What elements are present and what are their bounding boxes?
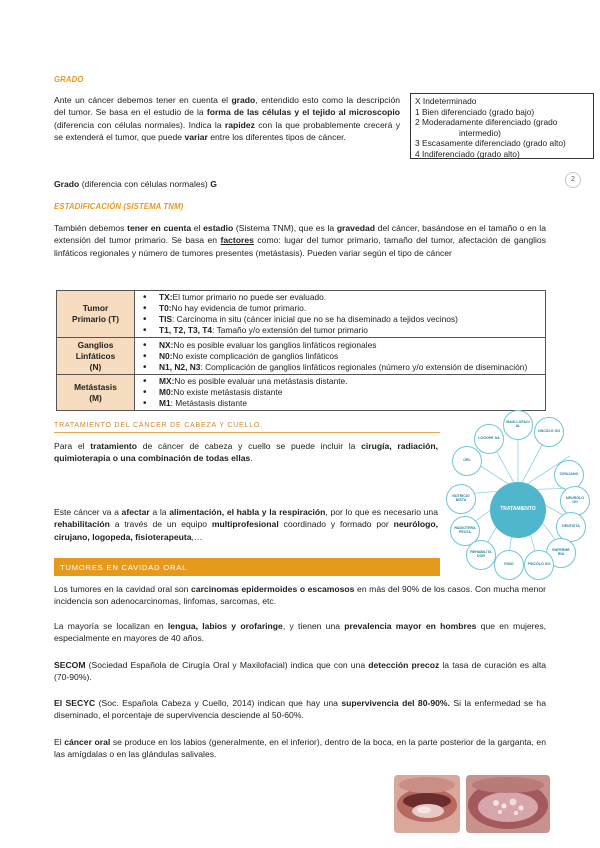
tnm-item-mx: • MX:No es posible evaluar una metástasis distante.: [141, 376, 539, 387]
tnm-row-tumor: [57, 291, 546, 338]
tnm-row-metastasis: [57, 375, 546, 411]
diagram-node-rehabilitador: REHABILITA DOR: [466, 540, 496, 570]
oral-cancer-lip-photo: [394, 775, 460, 833]
estadificacion-paragraph: También debemos tener en cuenta el estadio (Sistema TNM), que es la gravedad del cáncer, basándose en el tamaño o en la extensión del tumor primario. Se basa en factores como: lugar del tumor primario, tamaño del tumor, afectación de ganglios linfáticos regionales y número de tumores presentes (metástasis). Pueden variar según el tipo de cáncer: [54, 223, 546, 258]
oral-paragraph-4: El SECYC (Soc. Española Cabeza y Cuello, 2014) indican que hay una supervivencia del 80-90%. Si la enfermedad se ha diseminado, el porcentaje de supervivencia desciende al 50-60%.: [54, 698, 546, 721]
diagram-node-logopeda: LOGOPE DA: [474, 424, 504, 454]
diagram-node-nutricionista: NUTRICIO NISTA: [446, 484, 476, 514]
oral-cancer-tongue-photo: [466, 775, 550, 833]
oral-paragraph-2: La mayoría se localizan en lengua, labios y orofaringe, y tienen una prevalencia mayor en hombres que en mujeres, especialmente en mayores de 40 años.: [54, 621, 547, 644]
grado-heading: GRADO: [54, 75, 84, 84]
diagram-node-cirujano: CIRUJANO: [554, 460, 584, 490]
oral-paragraph-5: El cáncer oral se produce en los labios (generalmente, en el inferior), dentro de la boca, en la parte posterior de la garganta, en las amígdalas o en las glándulas salivales.: [54, 737, 546, 760]
diagram-node-oncologo: ONCÓLO GO: [534, 417, 564, 447]
tnm-item-n0: • N0:No existe complicación de ganglios linfáticos: [141, 351, 539, 362]
lip-photo-drawing: [394, 775, 460, 833]
tnm-item-m1: • M1: Metástasis distante: [141, 398, 539, 409]
tnm-item-t1-t4: • T1, T2, T3, T4: Tamaño y/o extensión del tumor primario: [141, 325, 539, 336]
page-number-badge: 2: [565, 172, 581, 188]
tnm-item-tis: • TIS: Carcinoma in situ (cáncer inicial que no se ha diseminado a tejidos vecinos): [141, 314, 539, 325]
grado-scale-box: X Indeterminado 1 Bien diferenciado (grado bajo) 2 Moderadamente diferenciado (grado intermedio) 3 Escasamente diferenciado (grado alto) 4 Indiferenciado (grado alto): [410, 93, 594, 159]
tnm-row-ganglios: [57, 337, 546, 375]
tratamiento-heading: TRATAMIENTO DEL CÁNCER DE CABEZA Y CUELLO.: [54, 422, 263, 429]
tnm-item-m0: • M0:No existe metástasis distante: [141, 387, 539, 398]
tnm-item-nx: • NX:No es posible evaluar los ganglios linfáticos regionales: [141, 340, 539, 351]
tnm-head-tumor: Tumor Primario (T): [57, 291, 135, 338]
grado-summary-line: Grado (diferencia con células normales) G: [54, 179, 217, 189]
tnm-item-t0: • T0:No hay evidencia de tumor primario.: [141, 303, 539, 314]
tnm-head-ganglios: Ganglios Linfáticos (N): [57, 337, 135, 375]
diagram-node-neurologo: NEURÓLO GO: [560, 486, 590, 516]
diagram-node-enfermeria: ENFERME RÍA: [546, 538, 576, 568]
treatment-team-diagram: [446, 410, 590, 570]
diagram-node-psicologo: PSICÓLO GO: [524, 550, 554, 580]
oral-paragraph-1: Los tumores en la cavidad oral son carcinomas epidermoides o escamosos en más del 90% de los casos. Con mucha menor incidencia son adenocarcinomas, linfomas, sarcomas, etc.: [54, 584, 547, 607]
oral-paragraph-3: SECOM (Sociedad Española de Cirugía Oral y Maxilofacial) indica que con una detección precoz la tasa de curación es alta (70-90%).: [54, 660, 547, 683]
diagram-node-radioterapeuta: RADIOTERA PEUTA: [450, 516, 480, 546]
diagram-node-orl: ORL: [452, 446, 482, 476]
oral-heading-bar: TUMORES EN CAVIDAD ORAL: [54, 558, 440, 576]
diagram-node-dentista: DENTISTA: [556, 512, 586, 542]
tratamiento-divider: [54, 432, 440, 433]
tnm-item-n1-n3: • N1, N2, N3: Complicación de ganglios linfáticos regionales (número y/o extensión de diseminación): [141, 362, 539, 373]
tongue-photo-drawing: [466, 775, 550, 833]
estadificacion-heading: ESTADIFICACIÓN (SISTEMA TNM): [54, 202, 184, 211]
tnm-head-metastasis: Metástasis (M): [57, 375, 135, 411]
tratamiento-paragraph-1: Para el tratamiento de cáncer de cabeza y cuello se puede incluir la cirugía, radiación, quimioterapia o una combinación de todas ellas.: [54, 441, 438, 464]
tratamiento-paragraph-2: Este cáncer va a afectar a la alimentación, el habla y la respiración, por lo que es necesario una rehabilitación a través de un equipo multiprofesional coordinado y formado por neurólogo, cirujano, logopeda, fisioterapeuta,…: [54, 507, 438, 542]
grado-paragraph: Ante un cáncer debemos tener en cuenta el grado, entendido esto como la descripción del tumor. Se basa en el estudio de la forma de las células y el tejido al microscopio (diferencia con células normales). Indica la rapidez con la que probablemente crecerá y se extenderá el tumor, que puede variar entre los diferentes tipos de cáncer.: [54, 95, 400, 143]
tnm-item-tx: • TX:El tumor primario no puede ser evaluado.: [141, 292, 539, 303]
diagram-node-maxilofacial: MAXI LOFACI AL: [503, 410, 533, 440]
diagram-center-node: TRATAMIENTO: [490, 482, 546, 538]
tnm-table: [56, 290, 546, 411]
diagram-node-fisio: FISIO: [494, 550, 524, 580]
